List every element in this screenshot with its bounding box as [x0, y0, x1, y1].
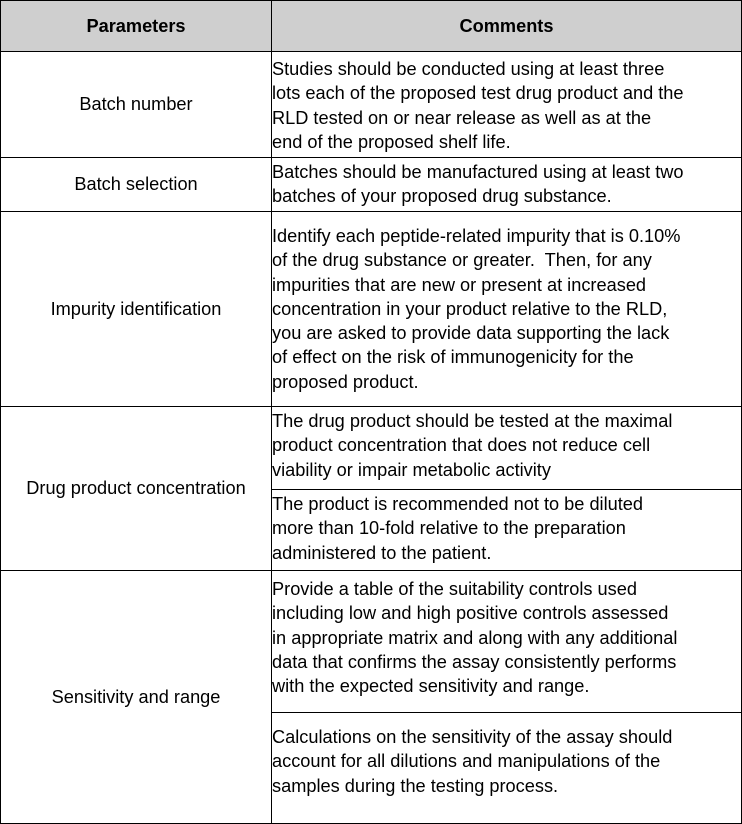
comment-line: Calculations on the sensitivity of the assay should [272, 727, 673, 747]
table-row [1, 407, 742, 490]
comment-line: data that confirms the assay consistently performs [272, 651, 677, 672]
header-parameters: Parameters [1, 1, 272, 52]
comment-line: Identify each peptide-related impurity that is 0.10% [272, 226, 681, 246]
comment-cell [272, 212, 742, 407]
comment-line: batches of your proposed drug substance. [272, 186, 612, 207]
parameter-cell: Drug product concentration [1, 407, 272, 571]
comment-line: RLD tested on or near release as well as at the [272, 107, 652, 128]
comment-line: including low and high positive controls assessed [272, 603, 669, 624]
comment-line: impurities that are new or present at increased [272, 274, 647, 295]
comment-cell [272, 571, 742, 713]
comment-cell [272, 490, 742, 571]
table-row [1, 52, 742, 158]
comment-line: viability or impair metabolic activity [272, 459, 551, 480]
comment-cell [272, 713, 742, 824]
table-row [1, 571, 742, 713]
parameter-cell: Sensitivity and range [1, 571, 272, 824]
comment-line: product concentration that does not reduce cell [272, 435, 651, 456]
comment-cell [272, 158, 742, 212]
comment-line: concentration in your product relative to the RLD, [272, 298, 668, 319]
comment-line: of the drug substance or greater. Then, for any [272, 250, 652, 271]
table-row [1, 158, 742, 212]
parameter-cell: Batch selection [1, 158, 272, 212]
header-row [1, 1, 742, 52]
comment-line: with the expected sensitivity and range. [272, 676, 590, 697]
comment-line: samples during the testing process. [272, 775, 559, 796]
comment-line: in appropriate matrix and along with any additional [272, 627, 678, 648]
comment-line: proposed product. [272, 371, 419, 392]
comment-line: administered to the patient. [272, 542, 492, 563]
comment-line: The drug product should be tested at the maximal [272, 411, 673, 431]
parameter-cell: Impurity identification [1, 212, 272, 407]
parameter-cell: Batch number [1, 52, 272, 158]
comment-line: you are asked to provide data supporting the lack [272, 323, 670, 344]
comment-line: account for all dilutions and manipulations of the [272, 751, 661, 772]
comment-cell [272, 52, 742, 158]
comment-cell [272, 407, 742, 490]
comment-line: of effect on the risk of immunogenicity for the [272, 347, 634, 368]
comment-line: Provide a table of the suitability controls used [272, 579, 637, 599]
table-row [1, 212, 742, 407]
comment-line: end of the proposed shelf life. [272, 131, 511, 152]
comment-line: Batches should be manufactured using at least two [272, 162, 684, 182]
header-comments: Comments [272, 1, 742, 52]
comment-line: more than 10-fold relative to the preparation [272, 518, 626, 539]
comment-line: The product is recommended not to be diluted [272, 494, 644, 514]
comment-line: Studies should be conducted using at least three [272, 59, 665, 79]
comment-line: lots each of the proposed test drug product and the [272, 83, 684, 104]
